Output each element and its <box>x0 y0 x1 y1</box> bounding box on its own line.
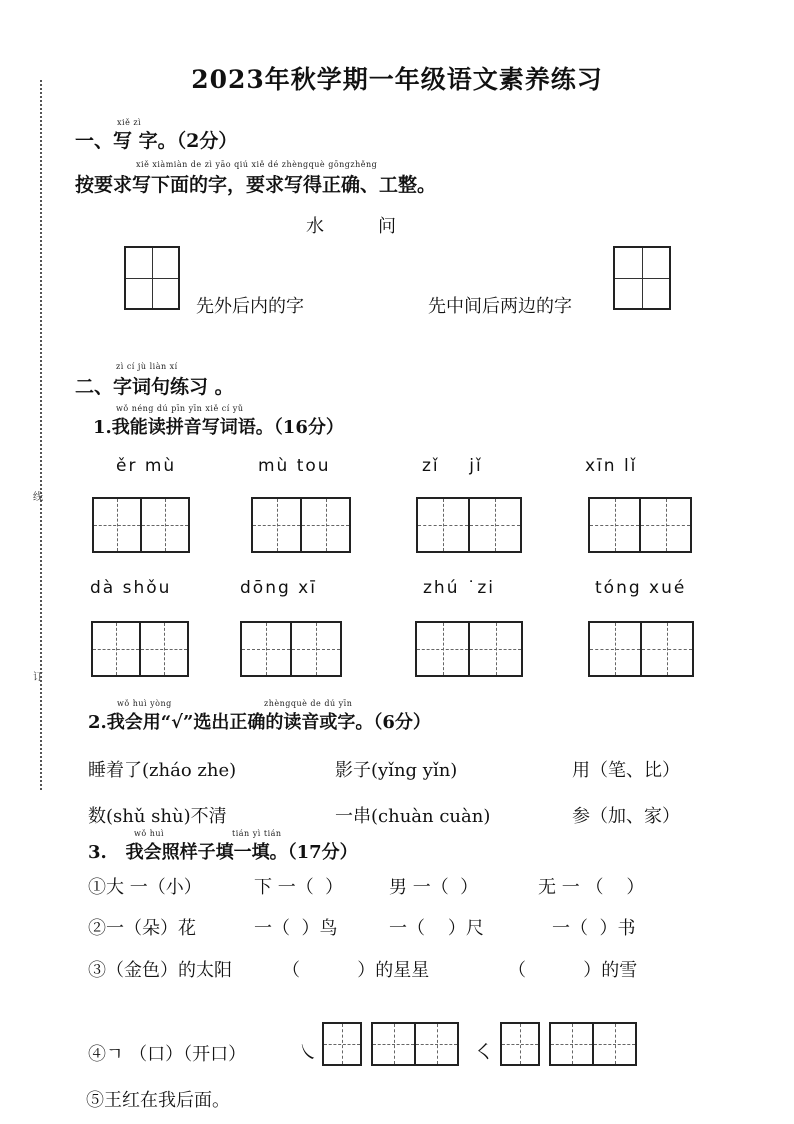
char-wen: 问 <box>378 216 396 237</box>
q3-row4-grid-4[interactable] <box>549 1022 637 1066</box>
q1-answer-grid-6[interactable] <box>240 621 342 677</box>
q3-row3-item-3[interactable]: （ ）的雪 <box>508 960 638 981</box>
grid-cell[interactable] <box>590 623 640 675</box>
grid-cell[interactable] <box>502 1024 538 1064</box>
grid-cell[interactable] <box>242 623 290 675</box>
section2-heading-pinyin: zì cí jù liàn xí <box>116 362 178 371</box>
q3-row2-item-4[interactable]: 一（ ）书 <box>552 918 636 939</box>
grid-cell[interactable] <box>93 623 139 675</box>
q1-answer-grid-8[interactable] <box>588 621 694 677</box>
q1-answer-grid-1[interactable] <box>92 497 190 553</box>
q3-row4-grid-1[interactable] <box>322 1022 362 1066</box>
writing-box-1-label: 先外后内的字 <box>196 296 304 317</box>
q1-answer-grid-7[interactable] <box>415 621 523 677</box>
q2-item-4[interactable]: 数(shǔ shù)不清 <box>88 806 227 827</box>
q1-title: 1.我能读拼音写词语。（16分） <box>93 417 344 438</box>
grid-cell[interactable] <box>468 499 520 551</box>
q3-row4-grid-2[interactable] <box>371 1022 459 1066</box>
grid-cell[interactable] <box>300 499 349 551</box>
q3-row1-item-1: ①大 一（小） <box>88 877 202 898</box>
grid-cell[interactable] <box>468 623 521 675</box>
section1-heading: 一、写 字。（2分） <box>75 130 238 152</box>
grid-cell[interactable] <box>417 623 468 675</box>
q1-pinyin-4: xīn lǐ <box>585 456 638 476</box>
q3-row4-grid-3[interactable] <box>500 1022 540 1066</box>
stroke-mark-1: ㇏ <box>298 1040 318 1064</box>
q1-pinyin-8: tóng xué <box>595 578 687 598</box>
page-title: 2023年秋学期一年级语文素养练习 <box>191 65 603 94</box>
q1-title-pinyin: wǒ néng dú pīn yīn xiě cí yǔ <box>116 404 244 413</box>
grid-cell[interactable] <box>615 248 669 308</box>
q3-row3-item-1: ③（金色）的太阳 <box>88 960 232 981</box>
grid-cell[interactable] <box>94 499 140 551</box>
grid-cell[interactable] <box>253 499 300 551</box>
q3-row3-item-2[interactable]: （ ）的星星 <box>282 960 430 981</box>
grid-cell[interactable] <box>590 499 639 551</box>
grid-cell[interactable] <box>418 499 468 551</box>
grid-cell[interactable] <box>414 1024 457 1064</box>
grid-cell[interactable] <box>324 1024 360 1064</box>
q3-title-pinyin-a: wǒ huì <box>134 829 165 838</box>
grid-cell[interactable] <box>551 1024 592 1064</box>
binding-mark-line: 线 <box>33 492 43 503</box>
writing-box-1[interactable] <box>124 246 180 310</box>
writing-box-2[interactable] <box>613 246 671 310</box>
section1-instruction-pinyin: xiě xiàmiàn de zì yāo qiú xiě dé zhèngquè gōngzhěng <box>136 160 378 169</box>
q1-pinyin-2: mù tou <box>258 456 331 476</box>
grid-cell[interactable] <box>290 623 340 675</box>
q2-title-pinyin-b: zhèngquè de dú yīn <box>264 699 353 708</box>
q3-row4-prefix: ④ㄱ （口）（开口） <box>88 1044 247 1065</box>
grid-cell[interactable] <box>592 1024 635 1064</box>
binding-mark-staple: 订 <box>33 672 43 683</box>
q2-item-1[interactable]: 睡着了(zháo zhe) <box>88 760 237 781</box>
q3-row1-item-4[interactable]: 无 一 （ ） <box>538 877 645 898</box>
q2-title-pinyin-a: wǒ huì yòng <box>117 699 172 708</box>
q3-row2-item-1: ②一（朵）花 <box>88 918 196 939</box>
section1-heading-pinyin: xiě zì <box>117 118 142 127</box>
section2-heading: 二、字词句练习 。 <box>75 376 234 398</box>
q2-item-2[interactable]: 影子(yǐng yǐn) <box>335 760 458 781</box>
q1-pinyin-3: zǐ jǐ <box>422 456 483 476</box>
grid-cell[interactable] <box>640 623 692 675</box>
grid-cell[interactable] <box>373 1024 414 1064</box>
char-shui: 水 <box>306 216 324 237</box>
q1-pinyin-5: dà shǒu <box>90 578 172 598</box>
q2-title: 2.我会用“√”选出正确的读音或字。（6分） <box>88 712 431 733</box>
q3-row2-item-2[interactable]: 一（ ）鸟 <box>254 918 338 939</box>
q3-row1-item-2[interactable]: 下 一（ ） <box>254 877 344 898</box>
q1-pinyin-7: zhú ˙zi <box>423 578 496 598</box>
q3-title: 3. 我会照样子填一填。（17分） <box>88 842 358 863</box>
q1-answer-grid-3[interactable] <box>416 497 522 553</box>
q1-pinyin-1: ěr mù <box>116 456 177 476</box>
q1-pinyin-6: dōng xī <box>240 578 317 598</box>
grid-cell[interactable] <box>139 623 187 675</box>
q3-row2-item-3[interactable]: 一（ ）尺 <box>389 918 484 939</box>
q2-item-6[interactable]: 参（加、家） <box>572 806 680 827</box>
writing-box-2-label: 先中间后两边的字 <box>428 296 572 317</box>
binding-dotted-line <box>40 80 42 790</box>
section1-instruction: 按要求写下面的字，要求写得正确、工整。 <box>75 174 437 196</box>
q2-item-5[interactable]: 一串(chuàn cuàn) <box>335 806 491 827</box>
stroke-mark-2: ㇛ <box>474 1040 494 1064</box>
q2-item-3[interactable]: 用（笔、比） <box>572 760 680 781</box>
grid-cell[interactable] <box>126 248 178 308</box>
q3-row5: ⑤王红在我后面。 <box>86 1090 230 1111</box>
q1-answer-grid-4[interactable] <box>588 497 692 553</box>
q3-title-pinyin-b: tián yì tián <box>232 829 282 838</box>
q3-row1-item-3[interactable]: 男 一（ ） <box>389 877 479 898</box>
grid-cell[interactable] <box>140 499 188 551</box>
q1-answer-grid-2[interactable] <box>251 497 351 553</box>
grid-cell[interactable] <box>639 499 690 551</box>
q1-answer-grid-5[interactable] <box>91 621 189 677</box>
